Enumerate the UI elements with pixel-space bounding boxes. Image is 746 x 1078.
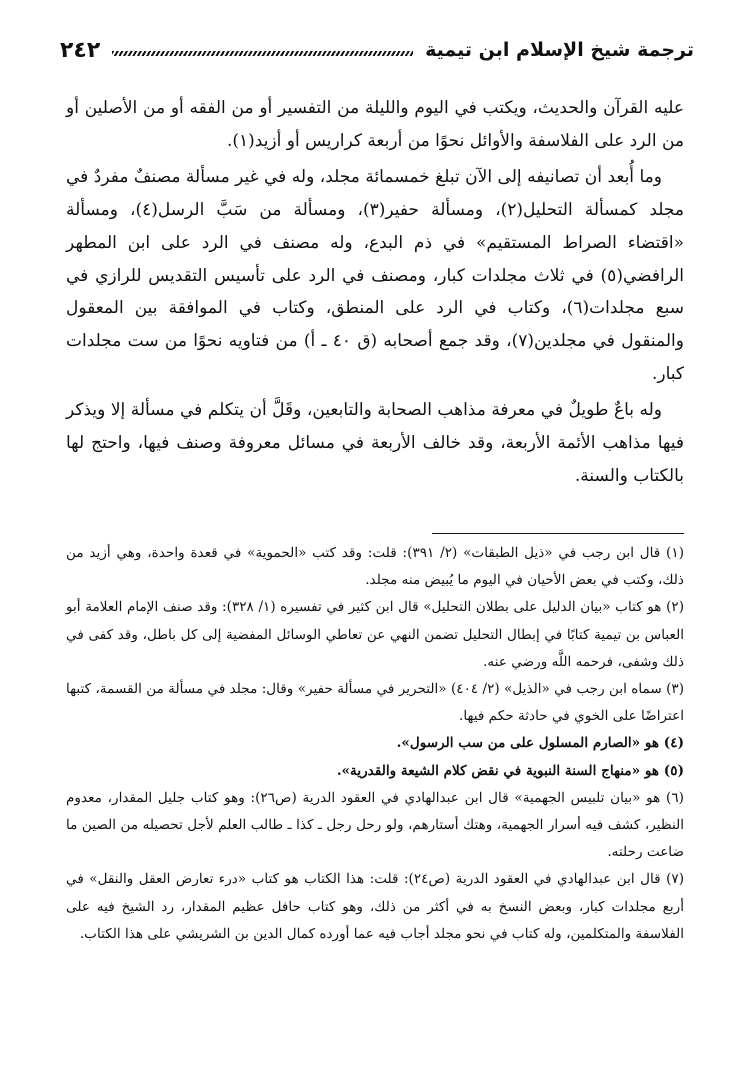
footnote: (٢) هو كتاب «بيان الدليل على بطلان التحليل» قال ابن كثير في تفسيره (١/ ٣٢٨): وقد صنف الإمام العلامة أبو العباس بن تيمية كتابًا في إبطال التحليل تضمن النهي عن تعاطي الوسائل المفضية إلى كل باطل، وقد كفى في ذلك وشفى، فرحمه اللَّه ورضي عنه. [66, 599, 684, 670]
footnote: (٤) هو «الصارم المسلول على من سب الرسول». [396, 735, 684, 752]
footnote: (٣) سماه ابن رجب في «الذيل» (٢/ ٤٠٤) «التحرير في مسألة حفير» وقال: مجلد في مسألة من القسمة، كتبها اعتراضًا على الخوي في حادثة حكم فيها. [66, 681, 684, 725]
footnotes [66, 540, 684, 948]
footnote: (٧) قال ابن عبدالهادي في العقود الدرية (ص٢٤): قلت: هذا الكتاب هو كتاب «درء تعارض العقل والنقل» في أربع مجلدات كبار، وبعض النسخ به في أكثر من ذلك، وهو كتاب حافل عظيم المقدار، رد الشيخ فيه على الفلاسفة والمتكلمين، وله كتاب في نحو مجلد أجاب فيه عما أورده كمال الدين بن الشريشي على هذا الكتاب. [66, 871, 685, 942]
paragraph: وله باعٌ طويلٌ في معرفة مذاهب الصحابة والتابعين، وقَلَّ أن يتكلم في مسألة إلا ويذكر فيها مذاهب الأئمة الأربعة، وقد خالف الأربعة في مسائل معروفة وصنف فيها، واحتج لها بالكتاب والسنة. [66, 400, 684, 486]
paragraph: وما أُبعد أن تصانيفه إلى الآن تبلغ خمسمائة مجلد، وله في غير مسألة مصنفٌ مفردٌ في مجلد كمسألة التحليل(٢)، ومسألة حفير(٣)، ومسألة من سَبَّ الرسل(٤)، ومسألة «اقتضاء الصراط المستقيم» في ذم البدع، وله مصنف في الرد على ابن المطهر الرافضي(٥) في ثلاث مجلدات كبار، ومصنف في الرد على تأسيس التقديس للرازي في سبع مجلدات(٦)، وكتاب في الرد على المنطق، وكتاب في الموافقة بين المعقول والمنقول في مجلدين(٧)، وقد جمع أصحابه (ق ٤٠ ـ أ) من فتاويه نحوًا من ست مجلدات كبار. [66, 167, 684, 384]
page-header [60, 30, 694, 70]
footnote: (٥) هو «منهاج السنة النبوية في نقض كلام الشيعة والقدرية». [336, 762, 684, 779]
running-title: ترجمة شيخ الإسلام ابن تيمية [425, 39, 694, 61]
page-number: ٢٤٢ [60, 37, 101, 63]
main-text [66, 92, 684, 496]
footnote: (١) قال ابن رجب في «ذيل الطبقات» (٢/ ٣٩١): قلت: وقد كتب «الحموية» في قعدة واحدة، وهي أزيد من ذلك، وكتب في بعض الأحيان في اليوم ما يُبيض منه مجلد. [66, 545, 684, 589]
footnote-divider [432, 533, 684, 534]
footnote: (٦) هو «بيان تلبيس الجهمية» قال ابن عبدالهادي في العقود الدرية (ص٢٦): وهو كتاب جليل المقدار، معدوم النظير، كشف فيه أسرار الجهمية، وهتك أستارهم، ولو رحل رجل ـ كذا ـ طالب العلم لأجل تحصيله من الصين ما ضاعت رحلته. [66, 789, 684, 861]
paragraph: عليه القرآن والحديث، ويكتب في اليوم والليلة من التفسير أو من الفقه أو من الأصلين أو من الرد على الفلاسفة والأوائل نحوًا من أربعة كراريس أو أزيد(١). [66, 98, 684, 151]
header-rule [112, 51, 413, 56]
